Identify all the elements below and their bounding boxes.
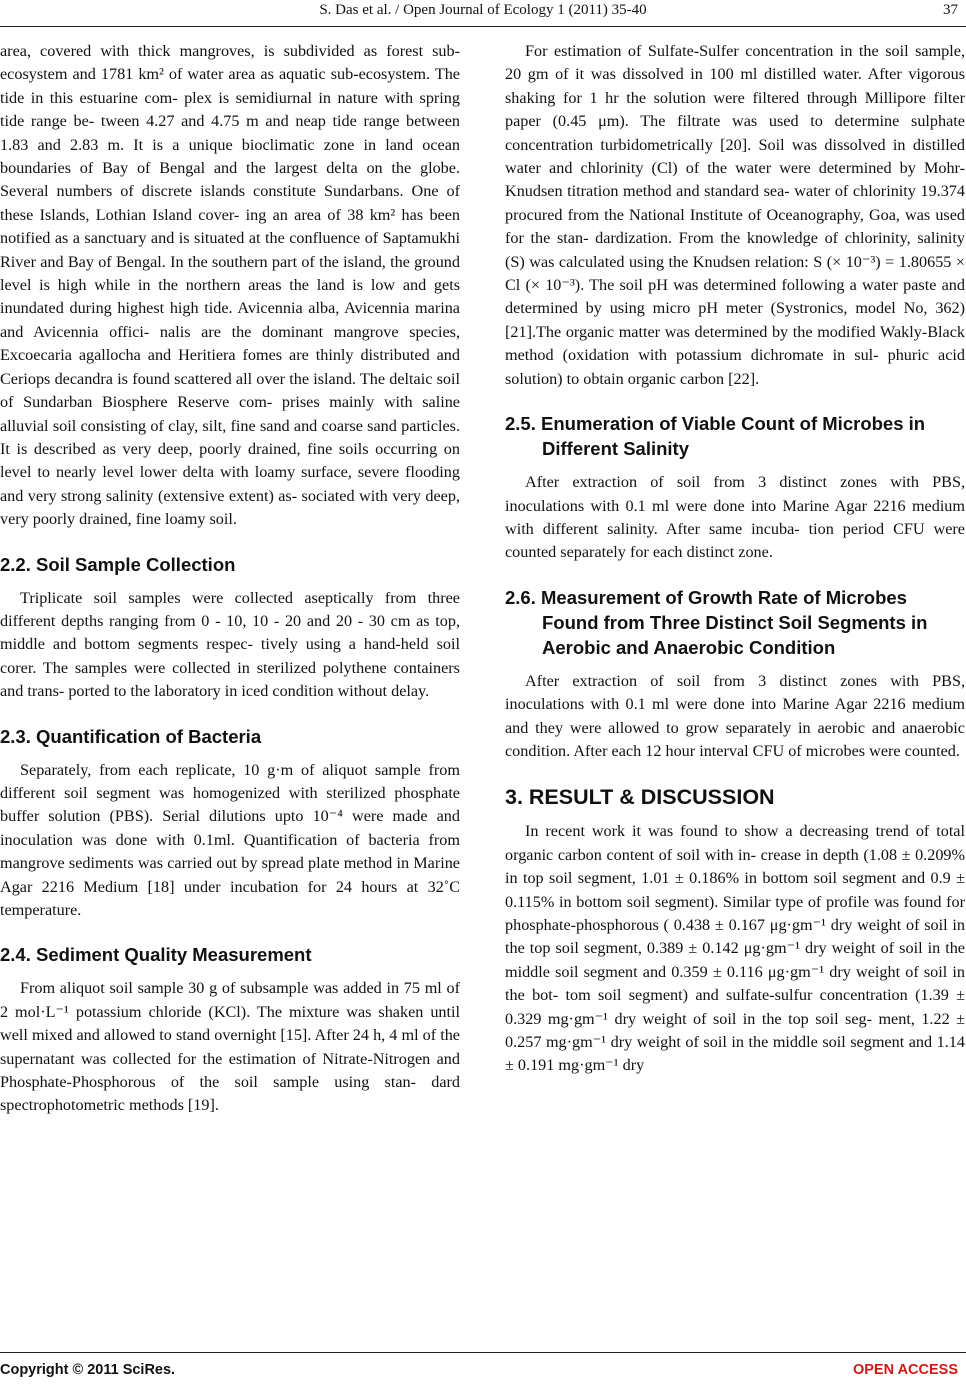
paragraph-sulfate: For estimation of Sulfate-Sulfer concentration in the soil sample, 20 gm of it was dissolved in 100 ml distilled water. After vigorous shaking for 1 hr the solution were filtered through Millipore filter paper (0.45 μm). The filtrate was used to determine sulphate concentration turbidometrically [20]. Soil was dissolved in distilled water and chlorinity (Cl) of the water were determined by Mohr-Knudsen titration method and standard sea- water of chlorinity 19.374 procured from the National Institute of Oceanography, Goa, was used for the stan- dardization. From the knowledge of chlorinity, salinity (S) was calculated using the Knudsen relation: S (× 10⁻³) = 1.80655 × Cl (× 10⁻³). The soil pH was determined following a water paste and determined by using micro pH meter (Systronics, model No, 362) [21].The organic matter was determined by the modified Wakly-Black method (oxidation with potassium dichromate in sul- phuric acid solution) to obtain organic carbon [22]. <box>505 42 965 388</box>
left-column <box>0 40 460 1118</box>
paragraph-2-4: From aliquot soil sample 30 g of subsample was added in 75 ml of 2 mol·L⁻¹ potassium chloride (KCl). The mixture was shaken until well mixed and allowed to stand overnight [15]. After 24 h, 4 ml of the supernatant was collected for the estimation of Nitrate-Nitrogen and Phosphate-Phosphorous of the soil sample using stan- dard spectrophotometric methods [19]. <box>0 979 460 1115</box>
paragraph-2-2: Triplicate soil samples were collected aseptically from three different depths ranging from 0 - 10, 10 - 20 and 20 - 30 cm as top, middle and bottom segments respec- tively using a hand-held soil corer. The samples were collected in sterilized polythene containers and trans- ported to the laboratory in iced condition without delay. <box>0 588 460 701</box>
paragraph-3: In recent work it was found to show a decreasing trend of total organic carbon content of soil with in- crease in depth (1.08 ± 0.209% in top soil segment, 1.01 ± 0.186% in bottom soil segment and 0.9 ± 0.115% in bottom soil segment). Similar type of profile was found for phosphate-phosphorous ( 0.438 ± 0.167 μg·gm⁻¹ dry weight of soil in the top soil segment, 0.389 ± 0.142 μg·gm⁻¹ dry weight of soil in the middle soil segment and 0.359 ± 0.116 μg·gm⁻¹ dry weight of soil in the bot- tom soil segment) and sulfate-sulfur concentration (1.39 ± 0.329 mg·gm⁻¹ dry weight of soil in the top soil seg- ment, 1.22 ± 0.257 mg·gm⁻¹ dry weight of soil in the middle soil segment and 1.14 ± 0.191 mg·gm⁻¹ dry <box>505 822 965 1075</box>
heading-2-6-text: Measurement of Growth Rate of Microbes Found from Three Distinct Soil Segments in Aerobic and Anaerobic Condition <box>541 586 928 658</box>
open-access-label: OPEN ACCESS <box>852 1362 958 1378</box>
heading-2-6 <box>505 585 965 660</box>
heading-2-6-number: 2.6. <box>505 586 536 608</box>
heading-2-2: 2.2. Soil Sample Collection <box>0 553 236 575</box>
paragraph-2-3: Separately, from each replicate, 10 g·m of aliquot sample from different soil segment was homogenized with sterilized phosphate buffer solution (PBS). Serial dilutions upto 10⁻⁴ were made and inoculation was done with 0.1ml. Quantification of bacteria from mangrove sediments was carried out by spread plate method in Marine Agar 2216 Medium [18] under incubation for 24 hours at 32˚C temperature. <box>0 760 460 919</box>
heading-2-5-number: 2.5. <box>505 413 536 435</box>
footer-rule <box>0 1352 966 1353</box>
copyright-notice: Copyright © 2011 SciRes. <box>0 1362 176 1378</box>
paragraph-2-5: After extraction of soil from 3 distinct zones with PBS, inoculations with 0.1 ml were done into Marine Agar 2216 medium with different salinity. After same incuba- tion period CFU were counted separately for each distinct zone. <box>505 473 965 562</box>
heading-2-5 <box>505 411 965 461</box>
running-title: S. Das et al. / Open Journal of Ecology 1 (2011) 35-40 <box>319 2 647 18</box>
header-rule <box>0 26 966 27</box>
right-column <box>505 40 965 1078</box>
heading-3: 3. RESULT & DISCUSSION <box>505 785 775 810</box>
paragraph-2-6: After extraction of soil from 3 distinct zones with PBS, inoculations with 0.1 ml were done into Marine Agar 2216 medium and they were allowed to grow separately in aerobic and anaerobic condition. After each 12 hour interval CFU of microbes were counted. <box>505 671 965 760</box>
paragraph-study-area: area, covered with thick mangroves, is subdivided as forest sub-ecosystem and 1781 km² of water area as aquatic sub-ecosystem. The tide in this estuarine com- plex is semidiurnal in nature with spring tide range be- tween 4.27 and 4.75 m and neap tide range between 1.83 and 2.83 m. It is a unique bioclimatic zone in land ocean boundaries of Bay of Bengal and the largest delta on the globe. Several numbers of discrete islands constitute Sundarbans. One of these Islands, Lothian Island cover- ing an area of 38 km² has been notified as a sanctuary and is situated at the confluence of Saptamukhi River and Bay of Bengal. In the southern part of the island, the ground level is high while in the northern areas the land is low and gets inundated during highest high tide. Avicennia alba, Avicennia marina and Avicennia offici- nalis are the dominant mangrove species, Excoecaria agallocha and Heritiera fomes are thinly distributed and Ceriops decandra is found scattered all over the island. The deltaic soil of Sundarban Biosphere Reserve com- prises mainly with saline alluvial soil consisting of clay, silt, fine sand and coarse sand particles. It is described as very deep, poorly drained, fine soils occurring on level to nearly level lower delta with loamy surface, severe flooding and very strong salinity (extensive extent) as- sociated with very deep, very poorly drained, fine loamy soil. <box>0 42 460 529</box>
page-number: 37 <box>943 2 958 18</box>
heading-2-3: 2.3. Quantification of Bacteria <box>0 725 262 747</box>
heading-2-4: 2.4. Sediment Quality Measurement <box>0 944 312 966</box>
heading-2-5-text: Enumeration of Viable Count of Microbes in Different Salinity <box>541 413 926 460</box>
